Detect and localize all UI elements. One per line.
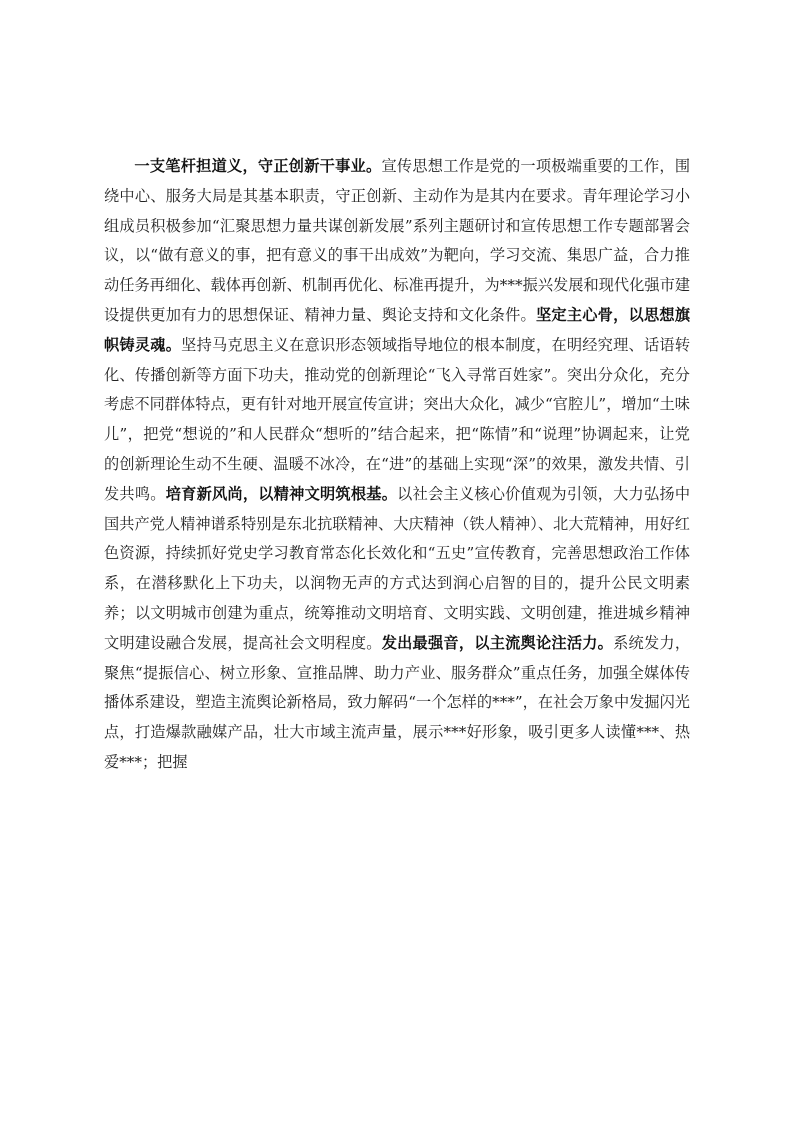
text-span-3: 以社会主义核心价值观为引领，大力弘扬中国共产党人精神谱系特别是东北抗联精神、大庆精神（铁人精神）、北大荒精神，用好红色资源，持续抓好党史学习教育常态化长效化和“五史”宣传教育，完善思想政治工作体系，在潜移默化上下功夫，以润物无声的方式达到润心启智的目的，提升公民文明素养；以文明城市创建为重点，统筹推动文明培育、文明实践、文明创建，推进城乡精神文明建设融合发展，提高社会文明程度。 (104, 484, 691, 652)
text-span-4: 系统发力，聚焦“提振信心、树立形象、宣推品牌、助力产业、服务群众”重点任务，加强全媒体传播体系建设，塑造主流舆论新格局，致力解码“一个怎样的***”，在社会万象中发掘闪光点，打造爆款融媒产品，壮大市域主流声量，展示***好形象，吸引更多人读懂***、热爱***；把握 (104, 633, 691, 771)
text-span-2: 坚持马克思主义在意识形态领域指导地位的根本制度，在明经究理、话语转化、传播创新等方面下功夫，推动党的创新理论“飞入寻常百姓家”。突出分众化，充分考虑不同群体特点，更有针对地开展宣传宣讲；突出大众化，减少“官腔儿”，增加“土味儿”，把党“想说的”和人民群众“想听的”结合起来，把“陈情”和“说理”协调起来，让党的创新理论生动不生硬、温暖不冰冷，在“进”的基础上实现“深”的效果，激发共情、引发共鸣。 (104, 335, 691, 503)
body-paragraph (104, 152, 690, 778)
text-span-1: 宣传思想工作是党的一项极端重要的工作，围绕中心、服务大局是其基本职责，守正创新、主动作为是其内在要求。青年理论学习小组成员积极参加“汇聚思想力量共谋创新发展”系列主题研讨和宣传思想工作专题部署会议，以“做有意义的事，把有意义的事干出成效”为靶向，学习交流、集思广益，合力推动任务再细化、载体再创新、机制再优化、标准再提升，为***振兴发展和现代化强市建设提供更加有力的思想保证、精神力量、舆论支持和文化条件。 (104, 157, 691, 324)
heading-span-4: 发出最强音，以主流舆论注活力。 (381, 633, 614, 652)
heading-span-2: 坚定主心骨，以思想旗帜铸灵魂。 (104, 305, 691, 354)
heading-span-1: 一支笔杆担道义，守正创新干事业。 (134, 157, 382, 175)
heading-span-3: 培育新风尚，以精神文明筑根基。 (165, 484, 398, 503)
